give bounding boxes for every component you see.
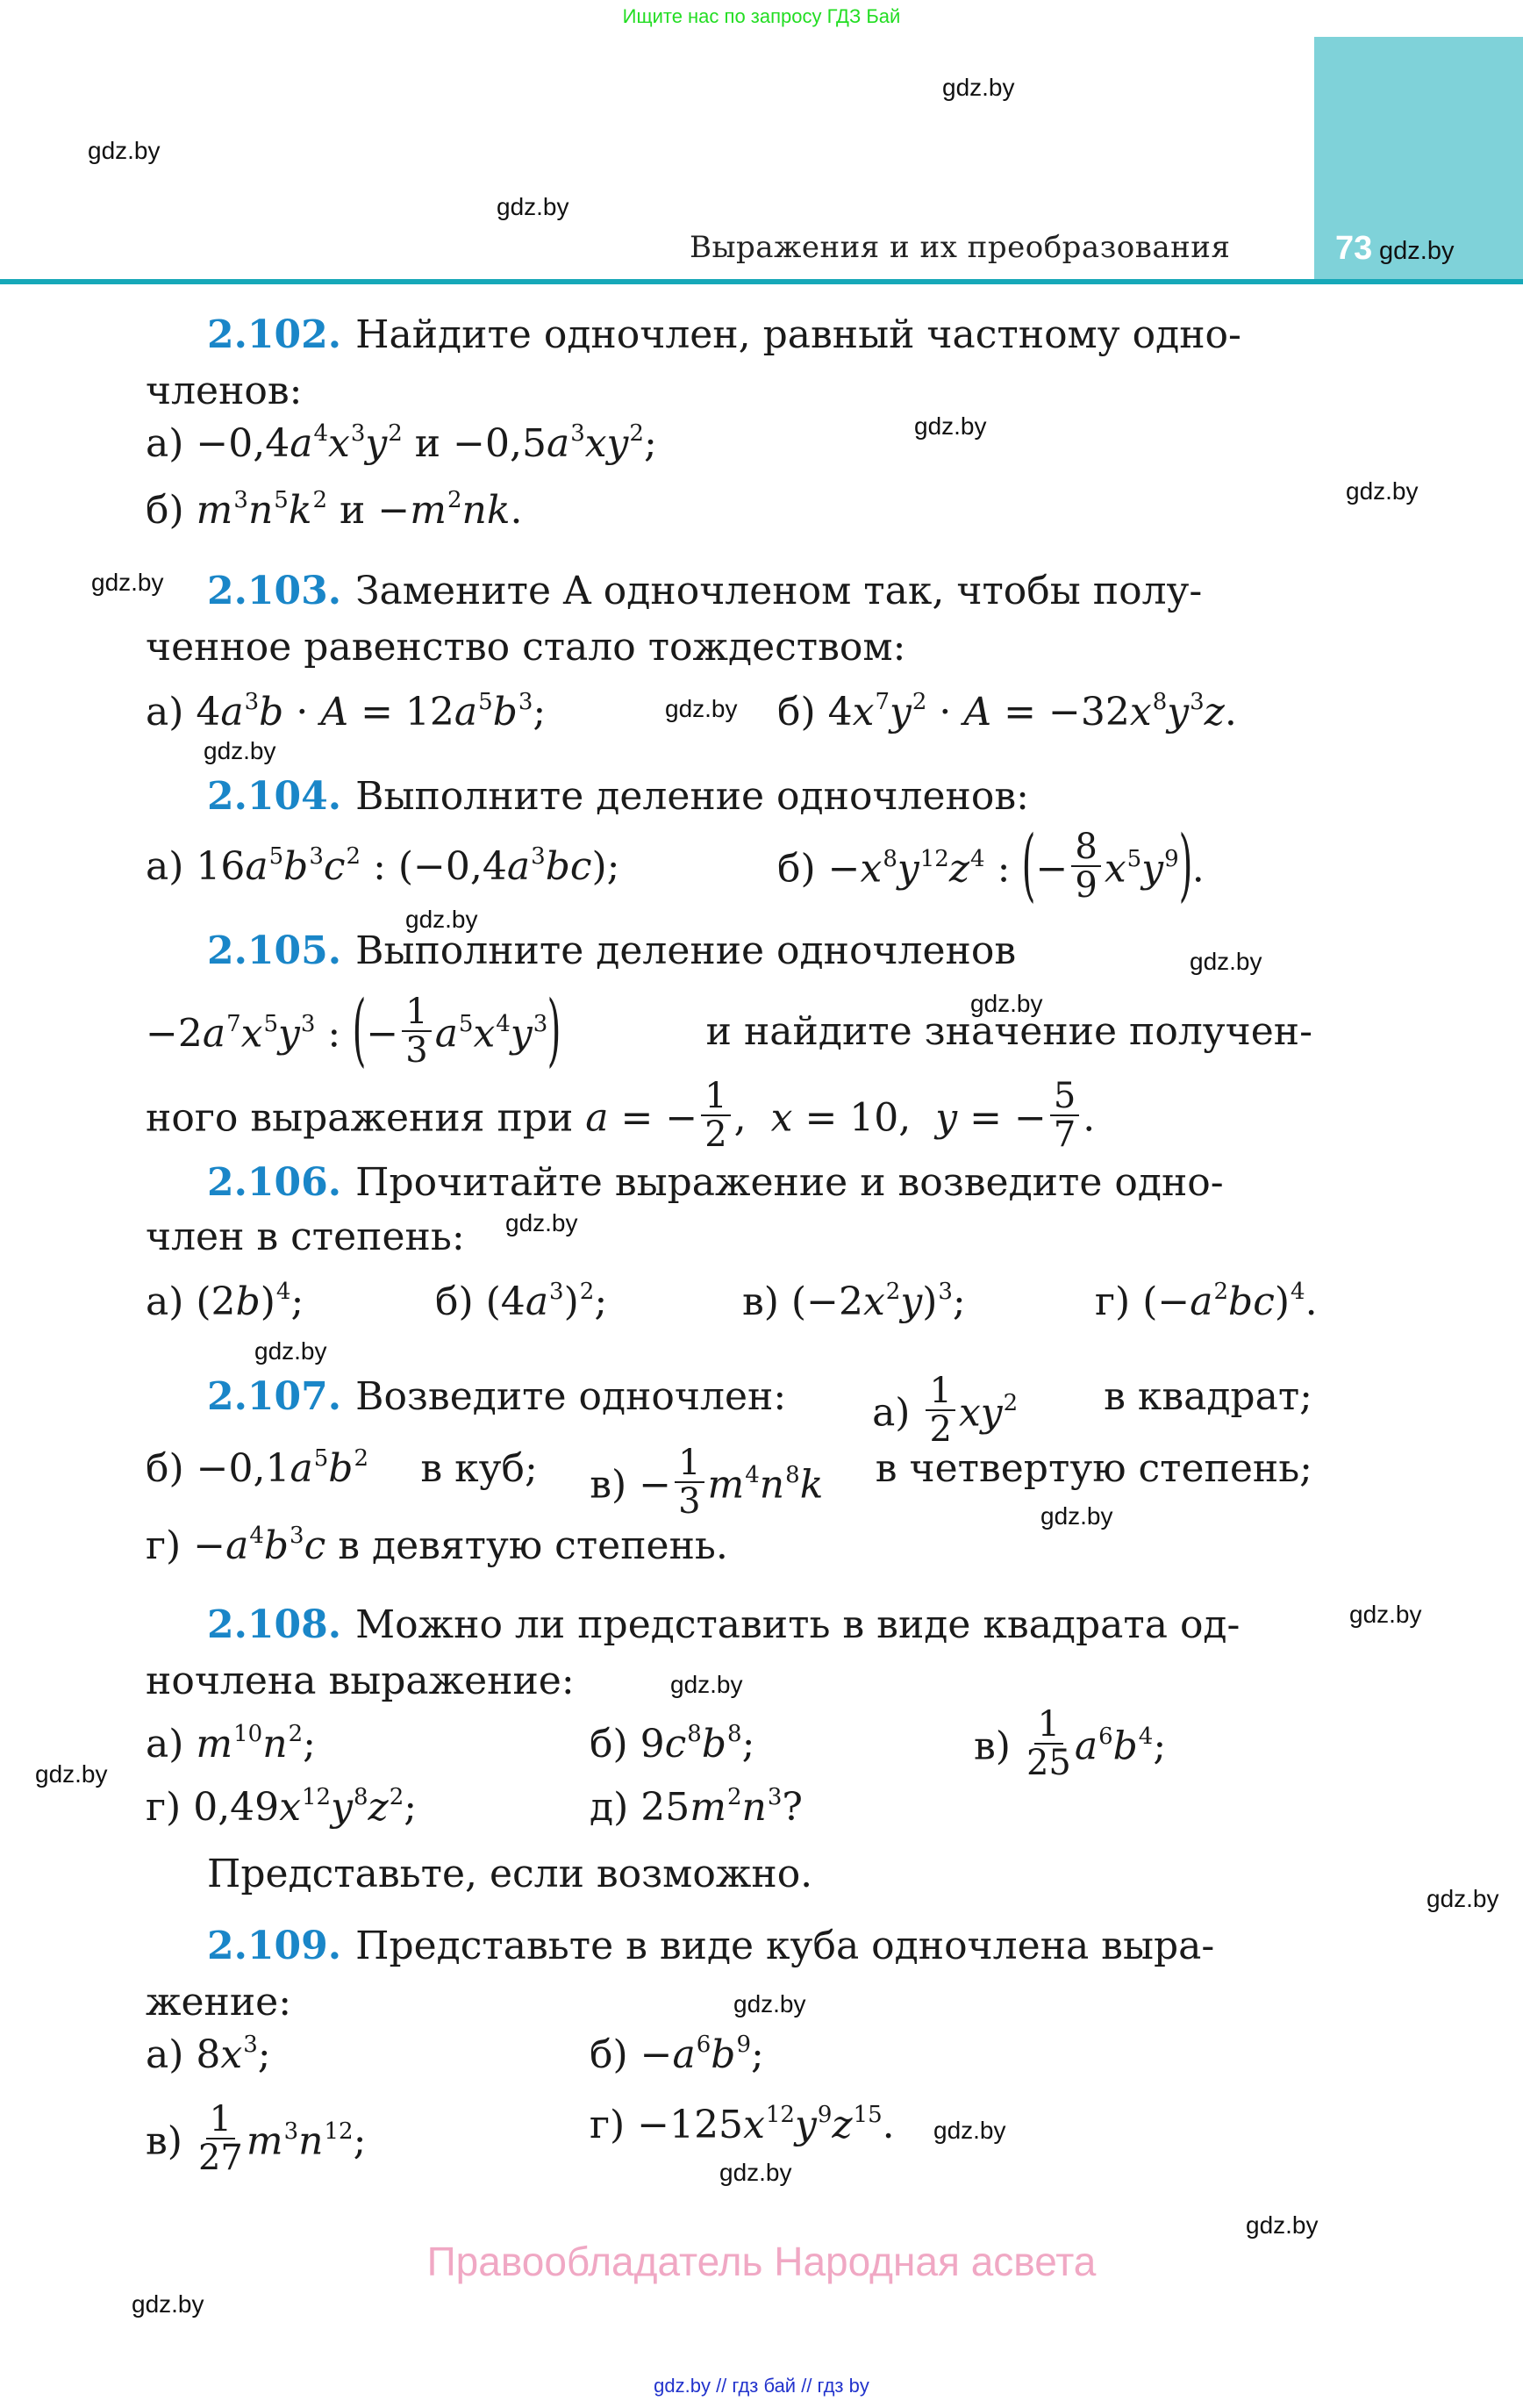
- exercise-item-d: $г) -125x^{12}y^9z^{15}$.: [590, 2102, 895, 2147]
- exercise-item-b: $б) -x^8y^{12}z^4$ : (− $\frac{8}{9}$ $x^5y^9$).: [777, 818, 1205, 911]
- item-label: а): [146, 1279, 184, 1324]
- watermark: gdz.by: [914, 412, 987, 440]
- watermark: gdz.by: [733, 1990, 806, 2017]
- item-label: а): [146, 1722, 184, 1767]
- exercise-text: Найдите одночлен, равный частному одно-: [355, 312, 1241, 357]
- item-label: г): [146, 1523, 182, 1568]
- exercise-item-a: а) $(2b)^4$;: [146, 1279, 304, 1324]
- watermark: gdz.by: [505, 1209, 578, 1236]
- exercise-item-a: а) $4a^3b \cdot A = 12a^5b^3$;: [146, 689, 547, 735]
- item-label: б): [777, 690, 816, 735]
- watermark: gdz.by: [254, 1337, 327, 1365]
- item-label: а): [146, 2032, 184, 2077]
- exercise-2-103: [146, 569, 1203, 613]
- watermark: gdz.by: [91, 569, 164, 596]
- exercise-number: 2.108.: [207, 1602, 342, 1647]
- item-label: г): [590, 2103, 626, 2147]
- exercise-text: Возведите одночлен:: [355, 1374, 787, 1419]
- exercise-number: 2.103.: [207, 569, 342, 613]
- exercise-item-a: а) $16a^5b^3c^2$ : $(-0,4a^3bc)$;: [146, 843, 620, 889]
- item-label: б): [435, 1279, 474, 1324]
- exercise-condition: ного выражения при a = − $\frac{1}{2}$ , x = 10, y = − $\frac{5}{7}$ .: [146, 1076, 1096, 1155]
- exercise-item-a: $а) -0,4a^4x^3y^2$ $и -0,5a^3xy^2$;: [146, 420, 657, 466]
- search-banner: Ищите нас по запросу ГДЗ Бай: [622, 5, 901, 27]
- exercise-item-b-c: $б) -0,1a^5b^2$ в куб; в) − $\frac{1}{3}$ $m^4n^8k$ в четвертую степень;: [146, 1450, 1312, 1525]
- item-label: г): [146, 1785, 182, 1830]
- exercise-item-b: б) $(4a^3)^2$;: [435, 1279, 608, 1324]
- exercise-2-102: [146, 312, 1312, 357]
- exercise-2-107: 2.107. Возведите одночлен: а) $\frac{1}{2}$ $xy^2$ в квадрат;: [146, 1378, 1312, 1453]
- item-label: а): [146, 421, 184, 466]
- exercise-text: Выполните деление одночленов: [355, 928, 1017, 973]
- footer-links[interactable]: gdz.by // гдз бай // гдз by: [654, 2375, 869, 2397]
- watermark: gdz.by: [970, 990, 1043, 1017]
- exercise-expression: $-2a^7x^5y^3$ : (− $\frac{1}{3}$ $a^5x^4y^3$) и найдите значение получен-: [146, 999, 1312, 1074]
- exercise-text: в четвертую степень;: [875, 1446, 1312, 1491]
- watermark: gdz.by: [1426, 1885, 1499, 1912]
- exercise-2-108: [146, 1602, 1241, 1647]
- exercise-text: в квадрат;: [1104, 1374, 1312, 1419]
- item-label: г): [1095, 1279, 1131, 1324]
- exercise-number: 2.106.: [207, 1160, 342, 1205]
- item-label: д): [590, 1785, 629, 1830]
- exercise-item-c: в) $(-2x^2y)^3$;: [742, 1279, 966, 1324]
- exercise-text: в куб;: [420, 1446, 538, 1491]
- exercise-text: ночлена выражение:: [146, 1659, 575, 1703]
- exercise-item-b: $б) -a^6b^9$;: [590, 2032, 764, 2077]
- exercise-item-c: в) $\frac{1}{27}$ $m^3n^{12}$;: [146, 2099, 367, 2178]
- exercise-item-b: б) $4x^7y^2 \cdot A = -32x^8y^3z$.: [777, 689, 1237, 735]
- watermark: gdz.by: [933, 2117, 1006, 2144]
- watermark: gdz.by: [405, 906, 478, 933]
- watermark: gdz.by: [1379, 237, 1455, 265]
- watermark: gdz.by: [665, 695, 738, 722]
- watermark: gdz.by: [88, 137, 161, 164]
- exercise-item-b: б) $9c^8b^8$;: [590, 1721, 755, 1767]
- exercise-text: и найдите значение получен-: [705, 1009, 1312, 1054]
- watermark: gdz.by: [204, 737, 276, 764]
- watermark: gdz.by: [1246, 2211, 1319, 2239]
- header-divider: [0, 279, 1523, 284]
- exercise-text: ченное равенство стало тождеством:: [146, 625, 906, 670]
- exercise-item-d: г) $0,49x^{12}y^8z^2$;: [146, 1784, 418, 1830]
- item-label: б): [146, 1446, 184, 1491]
- watermark: gdz.by: [719, 2159, 792, 2186]
- exercise-text: Прочитайте выражение и возведите одно-: [355, 1160, 1224, 1205]
- exercise-number: 2.104.: [207, 774, 342, 819]
- item-label: в): [146, 2118, 182, 2164]
- exercise-number: 2.109.: [207, 1924, 342, 1968]
- exercise-text: в девятую степень.: [338, 1523, 728, 1568]
- exercise-text: Можно ли представить в виде квадрата од-: [355, 1602, 1241, 1647]
- exercise-item-e: д) $25m^2n^3$?: [590, 1784, 804, 1830]
- item-label: а): [146, 690, 184, 735]
- exercise-item-a: а) $m^{10}n^2$;: [146, 1721, 316, 1767]
- item-label: в): [742, 1279, 779, 1324]
- watermark: gdz.by: [1349, 1601, 1422, 1628]
- watermark: gdz.by: [670, 1671, 743, 1698]
- watermark: gdz.by: [1040, 1502, 1113, 1530]
- exercise-text: Представьте в виде куба одночлена выра-: [355, 1924, 1215, 1968]
- copyright-notice: Правообладатель Народная асвета: [426, 2239, 1097, 2284]
- exercise-number: 2.107.: [207, 1374, 342, 1419]
- item-label: в): [590, 1462, 627, 1508]
- watermark: gdz.by: [35, 1760, 108, 1788]
- exercise-item-c: в) $\frac{1}{25}$ $a^6b^4$;: [974, 1704, 1167, 1783]
- exercise-number: 2.105.: [207, 928, 342, 973]
- watermark: gdz.by: [1190, 948, 1262, 975]
- exercise-text: Представьте, если возможно.: [207, 1852, 813, 1896]
- item-label: б): [590, 2032, 628, 2077]
- exercise-2-109: [146, 1924, 1215, 1968]
- watermark: gdz.by: [942, 74, 1015, 101]
- exercise-text: Замените A одночленом так, чтобы полу-: [355, 569, 1203, 613]
- exercise-text: Выполните деление одночленов:: [355, 774, 1029, 819]
- exercise-item-a: а) $8x^3$;: [146, 2032, 271, 2077]
- exercise-text: член в степень:: [146, 1215, 465, 1259]
- watermark: gdz.by: [497, 193, 569, 220]
- conjunction: и: [340, 488, 366, 533]
- conjunction: и: [414, 421, 441, 466]
- exercise-text: ного выражения при: [146, 1095, 574, 1141]
- item-label: б): [777, 846, 816, 892]
- item-label: б): [590, 1722, 628, 1767]
- watermark: gdz.by: [1346, 477, 1419, 505]
- exercise-text: членов:: [146, 369, 303, 413]
- exercise-item-d: $г) -a^4b^3c$ в девятую степень.: [146, 1523, 728, 1568]
- page-number: 73: [1335, 230, 1373, 267]
- exercise-2-104: [146, 774, 1029, 819]
- item-label: б): [146, 488, 184, 533]
- exercise-text: жение:: [146, 1980, 292, 2025]
- item-label: а): [872, 1390, 911, 1436]
- exercise-item-b: б) $m^3n^5k^2$ $и -m^2nk$.: [146, 487, 523, 533]
- item-label: в): [974, 1724, 1011, 1769]
- chapter-title: Выражения и их преобразования: [690, 230, 1231, 265]
- item-label: а): [146, 844, 184, 889]
- exercise-number: 2.102.: [207, 312, 342, 357]
- exercise-item-d: г) $(-a^2bc)^4$.: [1095, 1279, 1318, 1324]
- exercise-2-106: [146, 1160, 1224, 1205]
- exercise-2-105: [146, 928, 1017, 973]
- watermark: gdz.by: [132, 2290, 204, 2318]
